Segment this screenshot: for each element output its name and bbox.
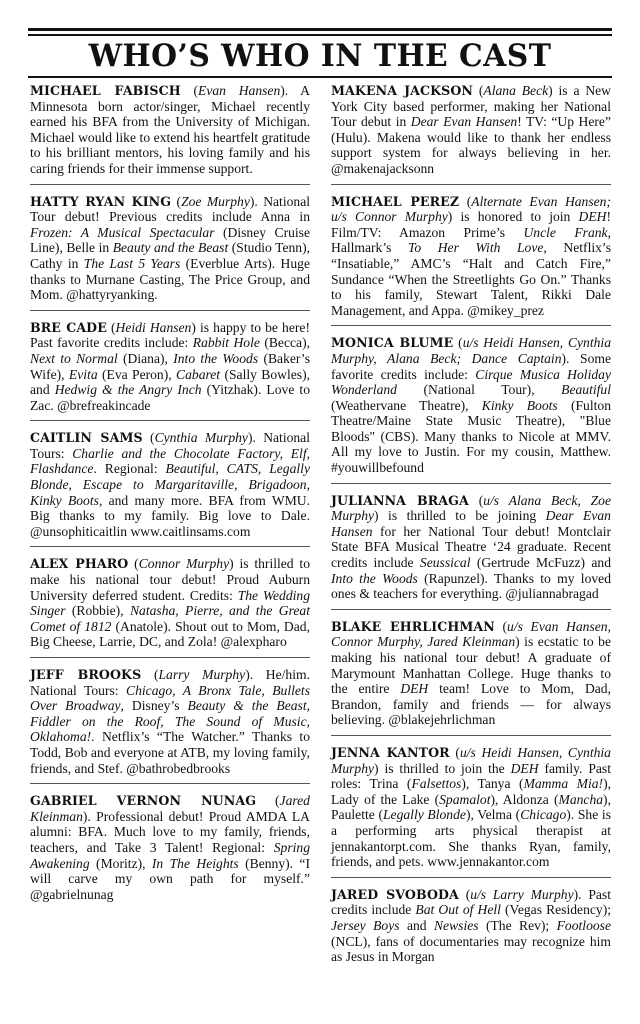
cast-member-name: CAITLIN SAMS (30, 430, 143, 446)
bio-text: (Anatole). Shout out to Mom, Dad, Big Cheese, Larrie, DC, and Zola! @alexpharo (30, 618, 310, 650)
cast-member-role: u/s Heidi Hansen, Cynthia Murphy (331, 744, 611, 776)
bio-text: . He/him. National Tours: (30, 667, 310, 698)
credit-title: Charlie and the Chocolate Factory, Elf, Flashdance (30, 445, 310, 477)
credit-title: Spamalot (439, 791, 491, 807)
cast-member-role: Heidi Hansen (115, 319, 192, 335)
cast-bio: JEFF BROOKS (Larry Murphy). He/him. National Tours: Chicago, A Bronx Tale, Bullets Over Broadway, Disney’s Beauty & the Beast, Fiddler on the Roof, The Sound of Music, Oklahoma!. Netflix’s “The Watcher.” Thanks to Todd, Bob and everyone at ATB, my loving family, friends, and Stef. @bathrobedbrooks (30, 664, 310, 784)
cast-member-role: u/s Heidi Hansen, Cynthia Murphy, Alana Beck; Dance Captain (331, 335, 611, 366)
bio-text: (National Tour), (396, 382, 562, 398)
cast-member-name: JULIANNA BRAGA (331, 492, 469, 508)
credit-title: Jersey Boys (331, 917, 400, 933)
bio-text: is honored to join (452, 209, 579, 225)
bio-text: (The Rev); (478, 917, 557, 933)
cast-member-role: Evan Hansen (198, 83, 281, 98)
credit-title: Footloose (556, 917, 611, 933)
credit-title: To Her With Love (408, 240, 544, 256)
bio-text: (Everblue Arts). Huge thanks to Murnane Casting, The Price Group, and Mom. @hattyryanking. (30, 255, 310, 303)
bio-text: (Vegas Residency); (500, 902, 612, 918)
left-column (30, 80, 310, 915)
cast-member-name: GABRIEL VERNON NUNAG (30, 793, 257, 809)
credit-title: Spring Awakening (30, 839, 310, 871)
cast-member-name: JEFF BROOKS (30, 667, 142, 682)
cast-member-name: BLAKE EHRLICHMAN (331, 618, 495, 634)
credit-title: Beautiful, CATS, Legally Blonde, Escape to Margaritaville, Brigadoon, Kinky Boots (30, 461, 310, 508)
bio-text: (Diana), (117, 350, 174, 366)
credit-title: DEH (578, 209, 607, 225)
bio-text: , Disney’s (120, 698, 188, 714)
cast-member-role: u/s Larry Murphy (470, 886, 574, 902)
bio-text: (Disney Cruise Line), Belle in (30, 224, 311, 256)
cast-member-name: HATTY RYAN KING (30, 193, 172, 209)
credit-title: Bat Out of Hell (415, 902, 501, 918)
credit-title: Beautiful (561, 382, 611, 398)
credit-title: Natasha, Pierre, and the Great Comet of 1812 (30, 603, 310, 634)
cast-member-name: MICHAEL PEREZ (331, 193, 460, 209)
credit-title: Dear Evan Hansen (331, 508, 611, 539)
credit-title: Beauty & the Beast, Fiddler on the Roof, The Sound of Music, Oklahoma! (30, 698, 311, 745)
bio-text: (Benny). “I will carve my own path for myself.” @gabrielnunag (30, 855, 310, 902)
cast-bio: BLAKE EHRLICHMAN (u/s Evan Hansen, Connor Murphy, Jared Kleinman) is ecstatic to be making his national tour debut! A graduate of Marymount Manhattan College. Huge thanks to the entire DEH team! Love to Mom, Dad, Brandon, family and friends — for always believing. @blakejehrlichman (331, 616, 611, 736)
bio-text: (Baker’s Wife), (30, 350, 310, 382)
bio-text: . Netflix’s “The Watcher.” Thanks to Todd, Bob and everyone at ATB, my loving family, friends, and Stef. @bathrobedbrooks (30, 729, 310, 776)
bio-text: ), Paulette ( (331, 791, 611, 823)
credit-title: Rabbit Hole (192, 335, 260, 351)
credit-title: Mamma Mia! (523, 776, 604, 792)
bio-text: (Gertrude McFuzz) and (470, 555, 612, 571)
cast-member-name: ALEX PHARO (30, 556, 129, 572)
bio-text: is thrilled to make his national tour debut! Proud Auburn University deferred student. Credits: (30, 556, 310, 603)
bio-text: is thrilled to join the (378, 760, 511, 776)
bio-text: for her National Tour debut! Montclair State BFA Musical Theatre ‘24 graduate. Recent credits include (331, 523, 611, 571)
cast-member-role: Cynthia Murphy (154, 430, 248, 446)
credit-title: Newsies (433, 917, 479, 933)
bio-text: (Becca), (259, 335, 310, 351)
cast-member-role: u/s Evan Hansen, Connor Murphy, Jared Kleinman (331, 618, 611, 650)
bio-text: . Regional: (93, 461, 166, 477)
cast-member-name: MAKENA JACKSON (331, 83, 474, 98)
cast-bio: MONICA BLUME (u/s Heidi Hansen, Cynthia Murphy, Alana Beck; Dance Captain). Some favorite credits include: Cirque Musica Holiday Wonderland (National Tour), Beautiful (Weathervane Theatre), Kinky Boots (Fulton Theatre/Maine State Music Theatre), "Blue Bloods" (CBS). Many thanks to Nicole at MMV. All my love to Justin. For my cousin, Matthew. #youwillbefound (331, 332, 611, 483)
credit-title: The Last 5 Years (83, 255, 181, 271)
credit-title: Cirque Musica Holiday Wonderland (331, 366, 611, 398)
credit-title: Hedwig & the Angry Inch (54, 382, 202, 398)
cast-bio: JARED SVOBODA (u/s Larry Murphy). Past credits include Bat Out of Hell (Vegas Residency); Jersey Boys and Newsies (The Rev); Footloose (NCL), fans of documentaries may recognize him as Jesus in Morgan (331, 886, 612, 965)
cast-member-role: Jared Kleinman (30, 793, 310, 824)
bio-text: ), Velma ( (465, 807, 521, 823)
bio-text: . Some favorite credits include: (331, 350, 611, 382)
bio-text: team! Love to Mom, Dad, Brandon, family and friends — for always believing. @blakejehrlichman (331, 681, 611, 728)
cast-member-role: Alana Beck (483, 83, 549, 98)
credit-title: Beauty and the Beast (112, 240, 229, 256)
bio-text: ! TV: “Up Here” (Hulu). Makena would like to thank her endless support system for always believing in her. @makenajacksonn (331, 114, 611, 176)
cast-member-name: JARED SVOBODA (331, 886, 459, 902)
cast-bio: GABRIEL VERNON NUNAG (Jared Kleinman). Professional debut! Proud AMDA LA alumni: BFA. Much love to my family, friends, teachers, and Take 3 Talent! Regional: Spring Awakening (Moritz), In The Heights (Benny). “I will carve my own path for myself.” @gabrielnunag (30, 793, 310, 902)
credit-title: In The Heights (151, 855, 239, 871)
bio-text: ), Lady of the Lake ( (331, 776, 611, 807)
bio-text: . National Tour debut! Previous credits include Anna in (30, 193, 311, 225)
cast-member-name: MONICA BLUME (331, 335, 454, 351)
credit-title: DEH (510, 760, 539, 776)
bio-text: is happy to be here! Past favorite credits include: (30, 319, 310, 351)
title-underline (28, 76, 612, 78)
bio-text: and (399, 917, 434, 933)
credit-title: Uncle Frank (523, 224, 608, 240)
bio-text: ), Tanya ( (461, 776, 524, 792)
bio-text: . A Minnesota born actor/singer, Michael recently earned his BFA from the University of Michigan. Michael would like to extend his heartfelt gratitude to his brilliant mentors, his loving family and his caring friends for their immense support. (30, 83, 310, 176)
cast-bio: ALEX PHARO (Connor Murphy) is thrilled to make his national tour debut! Proud Auburn University deferred student. Credits: The Wedding Singer (Robbie), Natasha, Pierre, and the Great Comet of 1812 (Anatole). Shout out to Mom, Dad, Big Cheese, Larrie, DC, and Zola! @alexpharo (30, 553, 310, 658)
credit-title: Into the Woods (173, 350, 259, 366)
cast-member-name: JENNA KANTOR (331, 744, 450, 760)
cast-bio: BRE CADE (Heidi Hansen) is happy to be here! Past favorite credits include: Rabbit Hole (Becca), Next to Normal (Diana), Into the Woods (Baker’s Wife), Evita (Eva Peron), Cabaret (Sally Bowles), and Hedwig & the Angry Inch (Yitzhak). Love to Zac. @brefreakincade (30, 317, 310, 422)
cast-member-role: u/s Alana Beck, Zoe Murphy (331, 492, 611, 524)
cast-bio: CAITLIN SAMS (Cynthia Murphy). National Tours: Charlie and the Chocolate Factory, Elf, Flashdance. Regional: Beautiful, CATS, Legally Blonde, Escape to Margaritaville, Brigadoon, Kinky Boots, and many more. BFA from WMU. Big thanks to my family. Big love to Dale. @unsophiticaitlin www.caitlinsams.com (30, 427, 310, 547)
credit-title: The Wedding Singer (30, 587, 310, 619)
bio-text: is ecstatic to be making his national tour debut! A graduate of Marymount Manhattan College. Huge thanks to the entire (331, 634, 611, 697)
bio-text: (Yitzhak). Love to Zac. @brefreakincade (30, 382, 310, 413)
bio-text: ! Film/TV: Amazon Prime’s (331, 209, 611, 240)
cast-bio: JULIANNA BRAGA (u/s Alana Beck, Zoe Murphy) is thrilled to be joining Dear Evan Hansen for her National Tour debut! Montclair State BFA Musical Theatre ‘24 graduate. Recent credits include Seussical (Gertrude McFuzz) and Into the Woods (Rapunzel). Thanks to my loved ones & teachers for everything. @juliannabragad (331, 490, 611, 610)
credit-title: Mancha (558, 791, 604, 807)
bio-text: is thrilled to be joining (378, 508, 546, 524)
bio-text: . National Tours: (30, 430, 310, 461)
credit-title: Next to Normal (30, 350, 118, 366)
bio-text: . Past credits include (331, 886, 611, 918)
credit-title: Chicago (520, 807, 567, 823)
credit-title: Cabaret (176, 366, 221, 382)
bio-text: family. Past roles: Trina ( (331, 760, 611, 792)
credit-title: Kinky Boots (481, 397, 558, 413)
cast-bio: JENNA KANTOR (u/s Heidi Hansen, Cynthia Murphy) is thrilled to join the DEH family. Past roles: Trina (Falsettos), Tanya (Mamma Mia!), Lady of the Lake (Spamalot), Aldonza (Mancha), Paulette (Legally Blonde), Velma (Chicago). She is a performing arts physical therapist at jennakantorpt.com. She thanks Ryan, family, friends, and pets. www.jennakantor.com (331, 742, 611, 878)
cast-bio: HATTY RYAN KING (Zoe Murphy). National Tour debut! Previous credits include Anna in Frozen: A Musical Spectacular (Disney Cruise Line), Belle in Beauty and the Beast (Studio Tenn), Cathy in The Last 5 Years (Everblue Arts). Huge thanks to Murnane Casting, The Price Group, and Mom. @hattyryanking. (30, 191, 310, 311)
bio-text: (Fulton Theatre/Maine State Music Theatre), "Blue Bloods" (CBS). Many thanks to Nicole at MMV. All my love to Justin. For my cousin, Matthew. #youwillbefound (331, 397, 611, 476)
credit-title: Seussical (419, 555, 471, 571)
credit-title: Frozen: A Musical Spectacular (30, 224, 215, 240)
bio-text: (Weathervane Theatre), (331, 397, 482, 413)
bio-text: (Studio Tenn), Cathy in (30, 240, 311, 271)
bio-text: is a New York City based performer, making her National Tour debut in (331, 83, 611, 130)
bio-text: , and many more. BFA from WMU. Big thanks to my family. Big love to Dale. @unsophiticaitlin www.caitlinsams.com (30, 492, 310, 539)
cast-member-role: Alternate Evan Hansen; u/s Connor Murphy (331, 193, 611, 225)
bio-text: , Hallmark’s (331, 224, 611, 256)
page-title: WHO’S WHO IN THE CAST (88, 38, 552, 74)
bio-text: (NCL), fans of documentaries may recognize him as Jesus in Morgan (331, 933, 611, 965)
cast-member-name: BRE CADE (30, 319, 107, 335)
credit-title: Into the Woods (331, 570, 418, 586)
credit-title: Dear Evan Hansen (410, 114, 518, 130)
credit-title: Legally Blonde (382, 807, 466, 823)
credit-title: Chicago, A Bronx Tale, Bullets Over Broadway (30, 682, 310, 714)
cast-bio: MAKENA JACKSON (Alana Beck) is a New York City based performer, making her National Tour debut in Dear Evan Hansen! TV: “Up Here” (Hulu). Makena would like to thank her endless support system for always believing in her. @makenajacksonn (331, 80, 611, 185)
cast-member-name: MICHAEL FABISCH (30, 83, 181, 98)
right-column (331, 80, 611, 978)
bio-text: (Rapunzel). Thanks to my loved ones & teachers for everything. @juliannabragad (331, 570, 611, 602)
bio-text: (Eva Peron), (97, 366, 177, 382)
bio-text: (Robbie), (65, 603, 130, 619)
credit-title: Evita (68, 366, 98, 382)
top-rule-thick (28, 28, 612, 31)
cast-member-role: Larry Murphy (158, 667, 246, 682)
bio-text: (Sally Bowles), and (30, 366, 311, 398)
bio-text: . Professional debut! Proud AMDA LA alumni: BFA. Much love to my family, friends, teachers, and Take 3 Talent! Regional: (30, 808, 310, 855)
bio-text: (Moritz), (89, 855, 152, 871)
bio-text: ). She is a performing arts physical therapist at jennakantorpt.com. She thanks Ryan, family, friends, and pets. www.jennakantor.com (331, 807, 611, 870)
cast-member-role: Zoe Murphy (181, 193, 250, 209)
bio-text: ), Aldonza ( (490, 791, 559, 807)
cast-member-role: Connor Murphy (138, 556, 230, 572)
bio-text: , Netflix’s “Insatiable,” AMC’s “Halt and Catch Fire,” Sundance “When the Streetlights Go On.” Thanks to his family, Stewart Talent, Rikki Dale Management, and Appa. @mikey_prez (331, 240, 611, 318)
credit-title: Falsettos (411, 776, 462, 792)
credit-title: DEH (400, 681, 429, 697)
cast-bio: MICHAEL PEREZ (Alternate Evan Hansen; u/s Connor Murphy) is honored to join DEH! Film/TV: Amazon Prime’s Uncle Frank, Hallmark’s To Her With Love, Netflix’s “Insatiable,” AMC’s “Halt and Catch Fire,” Sundance “When the Streetlights Go On.” Thanks to his family, Stewart Talent, Rikki Dale Management, and Appa. @mikey_prez (331, 191, 611, 327)
cast-bio: MICHAEL FABISCH (Evan Hansen). A Minnesota born actor/singer, Michael recently earned his BFA from the University of Michigan. Michael would like to extend his heartfelt gratitude to his brilliant mentors, his loving family and his caring friends for their immense support. (30, 80, 310, 185)
